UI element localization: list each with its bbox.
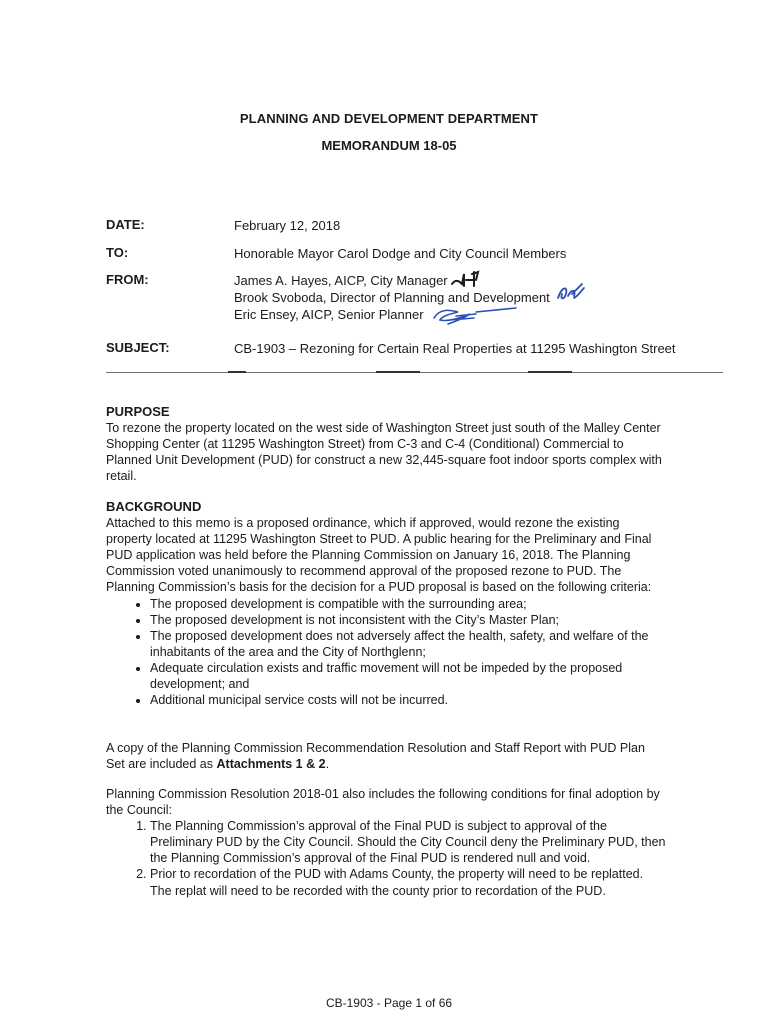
- to-label: TO:: [106, 245, 129, 260]
- from-line-planning-director: Brook Svoboda, Director of Planning and Development: [234, 290, 550, 305]
- attachments-paragraph: [106, 740, 666, 772]
- page-footer: CB-1903 - Page 1 of 66: [325, 996, 453, 1010]
- purpose-text: To rezone the property located on the west side of Washington Street just south of the Malley Center Shopping Center (at 11295 Washington Street) from C-3 and C-4 (Conditional) Commercial to Planned Unit Development (PUD) for construct a new 32,445-square foot indoor sports complex with retail.: [106, 421, 662, 484]
- subject-value: CB-1903 – Rezoning for Certain Real Properties at 11295 Washington Street: [234, 341, 676, 356]
- divider-mark: [528, 371, 572, 373]
- attachments-text: A copy of the Planning Commission Recommendation Resolution and Staff Report with PUD Plan Set are included as: [106, 741, 645, 772]
- date-value: February 12, 2018: [234, 218, 341, 233]
- from-line-senior-planner: Eric Ensey, AICP, Senior Planner: [234, 307, 424, 322]
- background-heading: BACKGROUND: [106, 499, 202, 514]
- criteria-list: [106, 596, 666, 709]
- from-label: FROM:: [106, 272, 149, 287]
- list-item: • Adequate circulation exists and traffic movement will not be impeded by the proposed development; and: [150, 660, 666, 692]
- memo-number: MEMORANDUM 18-05: [321, 138, 457, 153]
- conditions-list: [106, 818, 666, 898]
- purpose-heading: PURPOSE: [106, 404, 170, 419]
- list-item: • The proposed development does not adversely affect the health, safety, and welfare of the inhabitants of the area and the City of Northglenn;: [150, 628, 666, 660]
- subject-label: SUBJECT:: [106, 340, 170, 355]
- divider-mark: [228, 371, 246, 373]
- list-item: 2. Prior to recordation of the PUD with Adams County, the property will need to be replatted. The replat will need to be recorded with the county prior to recordation of the PUD.: [150, 866, 666, 898]
- initials-city-manager: [450, 266, 490, 290]
- department-title: PLANNING AND DEVELOPMENT DEPARTMENT: [239, 111, 539, 126]
- conditions-section: [106, 786, 666, 899]
- initials-planning-director: [554, 280, 588, 304]
- list-item: • The proposed development is not inconsistent with the City’s Master Plan;: [150, 612, 666, 628]
- to-value: Honorable Mayor Carol Dodge and City Council Members: [234, 246, 567, 261]
- initials-senior-planner: [430, 302, 520, 326]
- background-text: Attached to this memo is a proposed ordinance, which if approved, would rezone the existing property located at 11295 Washington Street to PUD. A public hearing for the Preliminary and Final PUD application was held before the Planning Commission on January 16, 2018. The Planning Commission voted unanimously to recommend approval of the proposed rezone to PUD. The Planning Commission’s basis for the decision for a PUD proposal is based on the following criteria:: [106, 516, 652, 595]
- list-item: • The proposed development is compatible with the surrounding area;: [150, 596, 666, 612]
- list-item: 1. The Planning Commission’s approval of the Final PUD is subject to approval of the Preliminary PUD by the City Council. Should the City Council deny the Preliminary PUD, then the Planning Commission’s approval of the Final PUD is rendered null and void.: [150, 818, 666, 866]
- date-label: DATE:: [106, 217, 145, 232]
- conditions-intro: Planning Commission Resolution 2018-01 also includes the following conditions for final adoption by the Council:: [106, 787, 660, 818]
- divider-mark: [376, 371, 420, 373]
- attachments-end: .: [325, 757, 330, 772]
- from-line-city-manager: James A. Hayes, AICP, City Manager: [234, 273, 448, 288]
- purpose-section: [106, 404, 666, 484]
- background-section: [106, 499, 666, 708]
- attachments-reference: Attachments 1 & 2: [216, 757, 326, 772]
- list-item: • Additional municipal service costs will not be incurred.: [150, 692, 666, 708]
